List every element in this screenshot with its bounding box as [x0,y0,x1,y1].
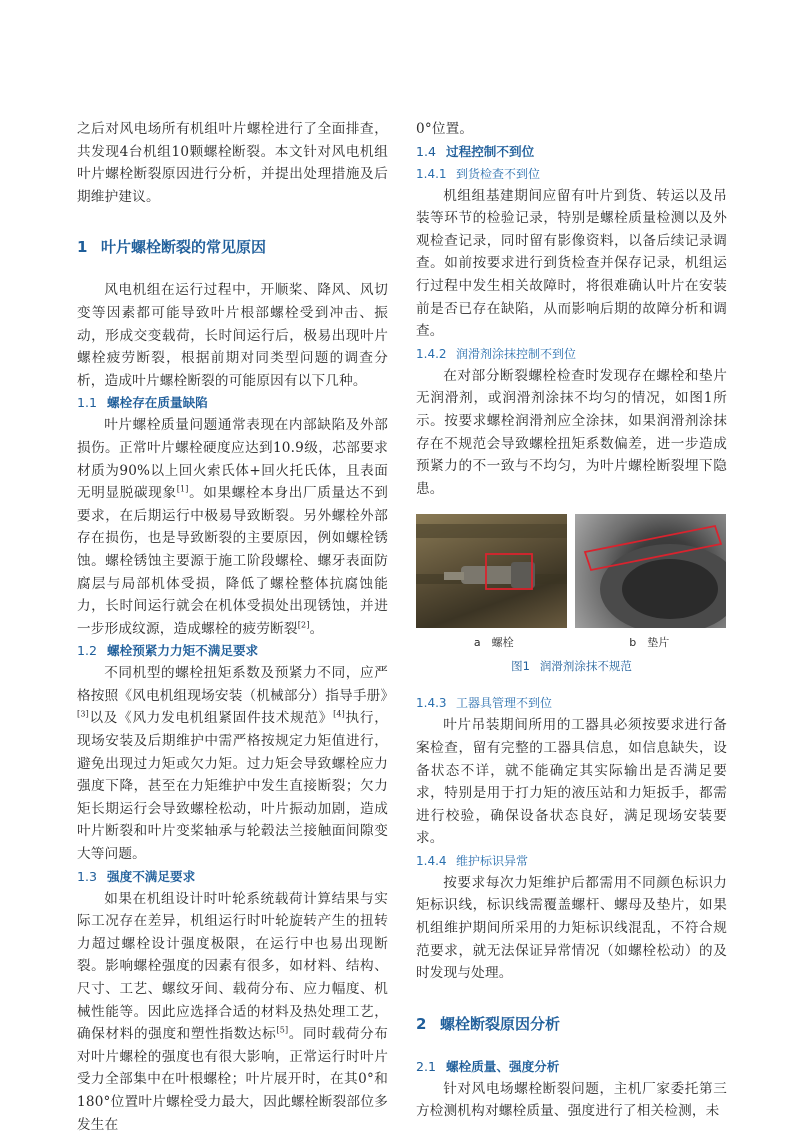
section-1-4-1-number: 1.4.1 [416,166,447,181]
section-1-2-paragraph [77,662,395,865]
section-1-2-text-a: 不同机型的螺栓扭矩系数及预紧力不同，应严格按照《风电机组现场安装（机械部分）指导手册》 [77,665,395,704]
section-2-1-paragraph: 针对风电场螺栓断裂问题，主机厂家委托第三方检测机构对螺栓质量、强度进行了相关检测，未 [416,1080,727,1120]
section-1-1-title: 螺栓存在质量缺陷 [107,395,208,411]
section-1-paragraph: 风电机组在运行过程中，开顺桨、降风、风切变等因素都可能导致叶片根部螺栓受到冲击、振动，形成交变载荷，长时间运行后，极易出现叶片螺栓疲劳断裂，根据前期对同类型问题的调查分析，造成叶片螺栓断裂的可能原因有以下几种。 [77,282,388,389]
section-1-title: 叶片螺栓断裂的常见原因 [101,238,267,257]
section-1-4-2-heading [416,343,727,365]
bolt-photo-illustration [416,514,567,628]
section-1-4-title: 过程控制不到位 [446,143,535,159]
citation-2: [2] [297,620,310,630]
bolt-photo [416,514,567,628]
citation-5: [5] [276,1025,289,1035]
section-1-3-text-a: 如果在机组设计时叶轮系统载荷计算结果与实际工况存在差异，机组运行时叶轮旋转产生的扭转力超过螺栓设计强度极限，在运行中也易出现断裂。影响螺栓强度的因素有很多，如材料、结构、尺寸、工艺、螺纹牙间、载荷分布、应力幅度、机械性能等。因此应选择合适的材料及热处理工艺，确保材料的强度和塑性指数达标 [77,890,388,1043]
section-1-2-text-c: 执行，现场安装及后期维护中需严格按规定力矩值进行，避免出现过力矩或欠力矩。过力矩会导致螺栓应力强度下降，甚至在力矩维护中发生直接断裂；欠力矩长期运行会导致螺栓松动，叶片振动加剧，造成叶片断裂和叶片变桨轴承与轮毂法兰接触面间隙变大等问题。 [77,710,388,863]
section-1-4-2-title: 润滑剂涂抹控制不到位 [456,346,577,361]
section-1-heading [77,236,388,257]
figure-1-photos [416,514,727,628]
section-2-1-heading [416,1056,727,1078]
section-1-4-4-title: 维护标识异常 [456,853,529,868]
section-1-3-paragraph [77,888,388,1136]
section-1-4-2-number: 1.4.2 [416,346,447,361]
figure-1-title: 润滑剂涂抹不规范 [539,659,632,674]
left-column [77,118,395,1136]
section-1-2-heading [77,640,388,662]
section-1-3-heading [77,866,388,888]
section-1-4-1-heading [416,163,727,185]
citation-4: [4] [333,709,345,719]
section-2-1-number: 2.1 [416,1058,437,1074]
washer-photo [575,514,726,628]
section-1-1-text-b: 。如果螺栓本身出厂质量达不到要求，在后期运行中极易导致断裂。另外螺栓外部存在损伤，也是导致断裂的主要原因，例如螺栓锈蚀。螺栓锈蚀主要源于施工阶段螺栓、螺牙表面防腐层与局部机体受损，降低了螺栓整体抗腐蚀能力，长时间运行就会在机体受损处出现锈蚀，并进一步形成纹源，造成螺栓的疲劳断裂 [77,485,388,637]
section-1-4-heading [416,141,727,163]
section-2-number: 2 [416,1014,427,1033]
section-1-1-text-a: 叶片螺栓质量问题通常表现在内部缺陷及外部损伤。正常叶片螺栓硬度应达到10.9级，芯部要求材质为90%以上回火索氏体+回火托氏体，且表面无明显脱碳现象 [77,417,388,502]
continued-text: 0°位置。 [416,121,474,137]
section-1-3-text-b: 。同时载荷分布对叶片螺栓的强度也有很大影响，正常运行时叶片受力全部集中在叶根螺栓；叶片展开时，在其0°和180°位置叶片螺栓受力最大，因此螺栓断裂部位多发生在 [77,1026,388,1133]
section-2-heading [416,1013,727,1034]
figure-1-sublabels [416,634,727,650]
section-1-4-3-paragraph: 叶片吊装期间所用的工器具必须按要求进行备案检查，留有完整的工器具信息，如信息缺失，设备状态不详，就不能确定其实际输出是否满足要求，特别是用于打力矩的液压站和力矩扳手，都需进行校验，确保设备状态良好，满足现场安装要求。 [416,717,727,847]
section-1-4-3-title: 工器具管理不到位 [456,696,553,711]
section-1-1-heading [77,392,388,414]
figure-1b-label: b 垫片 [629,636,670,650]
citation-3: [3] [77,709,89,719]
figure-1-number: 图1 [511,659,530,674]
section-2-1-title: 螺栓质量、强度分析 [446,1058,560,1074]
section-1-2-title: 螺栓预紧力力矩不满足要求 [107,643,259,659]
section-1-3-title: 强度不满足要求 [107,868,196,884]
section-1-4-4-number: 1.4.4 [416,853,447,868]
intro-paragraph: 之后对风电场所有机组叶片螺栓进行了全面排查，共发现4台机组10颗螺栓断裂。本文针对风电机组叶片螺栓断裂原因进行分析，并提出处理措施及后期维护建议。 [77,121,388,205]
section-1-4-number: 1.4 [416,143,437,159]
section-1-3-number: 1.3 [77,868,98,884]
section-1-4-3-number: 1.4.3 [416,696,447,711]
figure-1 [416,514,727,674]
section-1-4-4-paragraph: 按要求每次力矩维护后都需用不同颜色标识力矩标识线，标识线需覆盖螺杆、螺母及垫片，如果机组维护期间所采用的力矩标识线混乱，不符合规范要求，就无法保证异常情况（如螺栓松动）的及时发现与处理。 [416,874,727,982]
section-1-2-text-b: 以及《风力发电机组紧固件技术规范》 [88,710,334,727]
section-1-1-number: 1.1 [77,395,98,411]
figure-1-caption [416,658,727,674]
section-1-4-4-heading [416,850,727,872]
right-column [416,118,727,1123]
washer-photo-illustration [575,514,726,628]
section-2-title: 螺栓断裂原因分析 [440,1014,561,1033]
section-1-1-text-c: 。 [309,620,324,637]
section-1-4-1-paragraph: 机组组基建期间应留有叶片到货、转运以及吊装等环节的检验记录，特别是螺栓质量检测以及外观检查记录，同时留有影像资料，以备后续记录调查。如前按要求进行到货检查并保存记录，机组运行过程中发生相关故障时，将很难确认叶片在安装前是否已存在缺陷，从而影响后期的故障分析和调查。 [416,187,727,340]
section-1-4-3-heading [416,692,727,714]
section-1-4-2-paragraph: 在对部分断裂螺栓检查时发现存在螺栓和垫片无润滑剂，或润滑剂涂抹不均匀的情况，如图1所示。按要求螺栓润滑剂应全涂抹，如果润滑剂涂抹存在不规范会导致螺栓扭矩系数偏差，进一步造成预紧力的不一致与不均匀，为叶片螺栓断裂埋下隐患。 [416,367,727,497]
section-1-4-1-title: 到货检查不到位 [456,166,541,181]
section-1-1-paragraph [77,414,388,640]
section-1-2-number: 1.2 [77,643,98,659]
citation-1: [1] [176,484,189,494]
section-1-number: 1 [77,238,88,257]
figure-1a-label: a 螺栓 [473,636,514,650]
